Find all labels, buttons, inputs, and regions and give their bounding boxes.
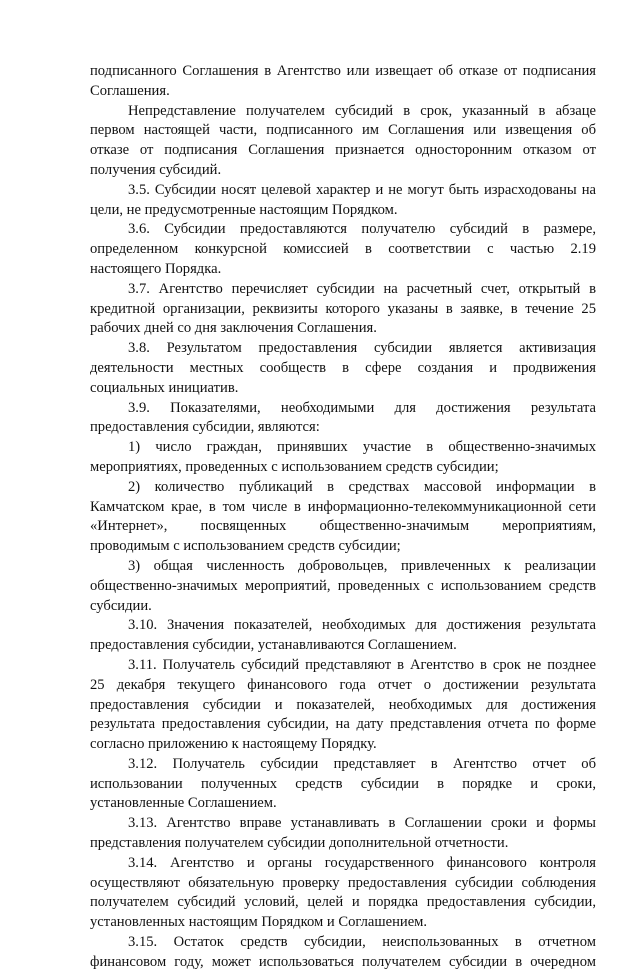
text-line: отказе от подписания Соглашения признается односторонним отказом от <box>90 142 596 159</box>
text-line: 3.5. Субсидии носят целевой характер и не могут быть израсходованы на <box>128 181 596 198</box>
text-line: 2) количество публикаций в средствах массовой информации в <box>128 478 596 495</box>
text-line: 3.6. Субсидии предоставляются получателю субсидий в размере, <box>128 221 596 238</box>
text-line: деятельности местных сообществ в сфере создания и продвижения <box>90 359 596 376</box>
text-line: получателем субсидий условий, целей и порядка предоставления субсидии, <box>90 894 596 911</box>
text-line: первом настоящей части, подписанного им Соглашения или извещения об <box>90 122 596 139</box>
text-line: настоящего Порядка. <box>90 260 222 277</box>
text-line: 3.14. Агентство и органы государственного финансового контроля <box>128 854 596 871</box>
text-line: субсидии. <box>90 597 152 614</box>
text-line: общественно-значимых мероприятий, проведенных с использованием средств <box>90 577 596 594</box>
text-line: подписанного Соглашения в Агентство или извещает об отказе от подписания <box>90 63 596 79</box>
text-line: установленных настоящим Порядком и Соглашением. <box>90 914 428 931</box>
text-line: предоставления субсидии, устанавливаются Соглашением. <box>90 637 457 654</box>
text-line: Соглашения. <box>90 82 170 99</box>
text-line: цели, не предусмотренные настоящим Порядком. <box>90 201 398 218</box>
text-line: 3.13. Агентство вправе устанавливать в Соглашении сроки и формы <box>128 815 596 832</box>
text-line: предоставления субсидии, являются: <box>90 419 320 436</box>
text-line: использовании полученных средств субсидии в порядке и сроки, <box>90 775 596 792</box>
text-line: 3.12. Получатель субсидии представляет в Агентство отчет об <box>128 755 596 772</box>
text-line: 3.11. Получатель субсидий представляют в Агентство в срок не позднее <box>128 656 596 673</box>
text-line: получения субсидий. <box>90 161 222 178</box>
text-line: результата предоставления субсидии, на дату представления отчета по форме <box>90 716 596 733</box>
text-line: 3.15. Остаток средств субсидии, неиспользованных в отчетном <box>128 934 596 951</box>
text-line: согласно приложению к настоящему Порядку. <box>90 736 377 753</box>
text-line: кредитной организации, реквизиты которого указаны в заявке, в течение 25 <box>90 300 596 317</box>
text-line: финансовом году, может использоваться получателем субсидии в очередном <box>90 953 596 970</box>
text-line: мероприятиях, проведенных с использованием средств субсидии; <box>90 458 499 475</box>
text-line: 3.8. Результатом предоставления субсидии является активизация <box>128 340 596 357</box>
text-line: Камчатском крае, в том числе в информационно-телекоммуникационной сети <box>90 498 596 515</box>
text-line: 3) общая численность добровольцев, привлеченных к реализации <box>128 557 596 574</box>
text-line: Непредставление получателем субсидий в срок, указанный в абзаце <box>128 102 596 119</box>
text-line: предоставления субсидии и показателей, необходимых для достижения <box>90 696 596 713</box>
text-line: 3.9. Показателями, необходимыми для достижения результата <box>128 399 596 416</box>
text-line: определенном конкурсной комиссией в соответствии с частью 2.19 <box>90 241 596 258</box>
text-line: осуществляют обязательную проверку предоставления субсидии соблюдения <box>90 874 596 891</box>
text-line: 3.7. Агентство перечисляет субсидии на расчетный счет, открытый в <box>128 280 596 297</box>
document-page <box>90 62 596 973</box>
text-line: установленные Соглашением. <box>90 795 277 812</box>
text-line: «Интернет», посвященных общественно-значимым мероприятиям, <box>90 518 596 535</box>
text-line: проводимым с использованием средств субсидии; <box>90 538 401 555</box>
text-line: 1) число граждан, принявших участие в общественно-значимых <box>128 439 596 456</box>
text-line: 25 декабря текущего финансового года отчет о достижении результата <box>90 676 596 693</box>
text-line: представления получателем субсидии дополнительной отчетности. <box>90 835 509 852</box>
text-line: рабочих дней со дня заключения Соглашения. <box>90 320 377 337</box>
text-line: 3.10. Значения показателей, необходимых для достижения результата <box>128 617 596 634</box>
text-line: социальных инициатив. <box>90 379 239 396</box>
